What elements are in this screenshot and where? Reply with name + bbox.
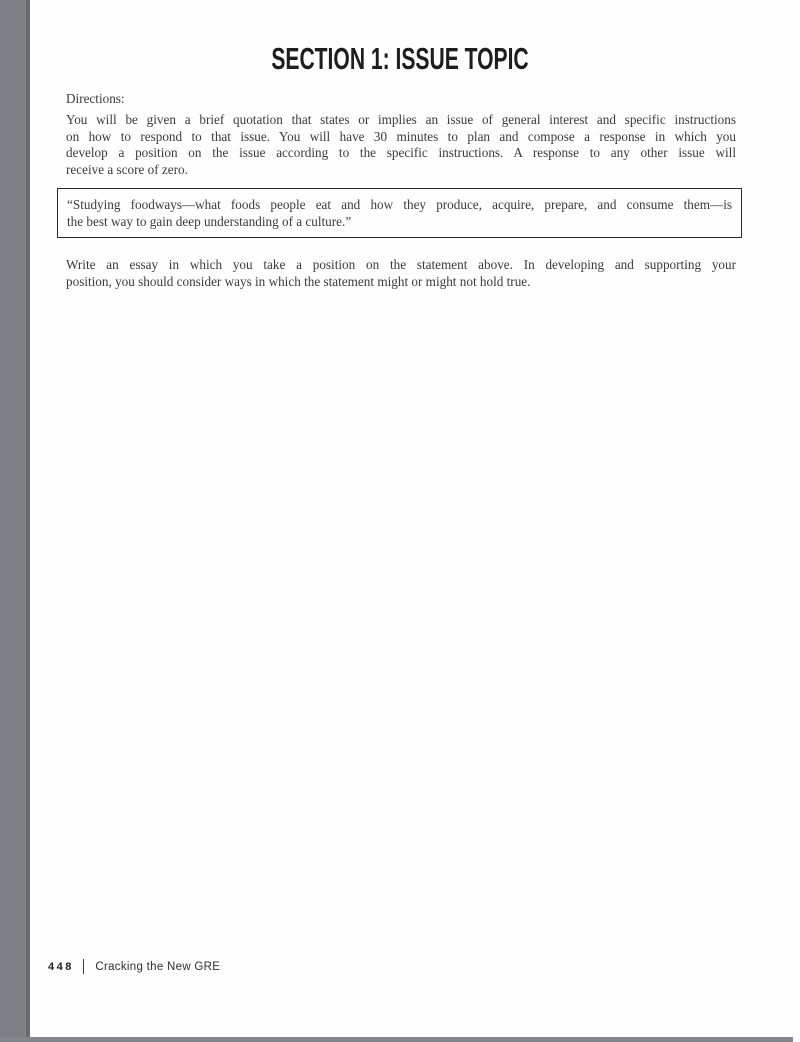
footer-divider: [83, 959, 85, 974]
directions-label: Directions:: [66, 91, 125, 106]
issue-quote-box: [57, 188, 742, 238]
paragraph-line: position, you should consider ways in which the statement might or might not hold true.: [66, 273, 531, 289]
paragraph-line: Write an essay in which you take a position on the statement above. In developing and supporting your: [66, 257, 736, 272]
paragraph-line: develop a position on the issue according to the specific instructions. A response to any other issue will: [66, 145, 736, 160]
quote-line: “Studying foodways—what foods people eat and how they produce, acquire, prepare, and consume them—is: [67, 197, 732, 212]
paragraph-line: on how to respond to that issue. You will have 30 minutes to plan and compose a response in which you: [66, 128, 736, 144]
page-footer: [48, 959, 220, 974]
paragraph-line: receive a score of zero.: [66, 161, 188, 177]
page-number: 448: [48, 960, 74, 973]
directions-paragraph: [66, 112, 736, 178]
paragraph-line: You will be given a brief quotation that states or implies an issue of general interest and specific instructions: [66, 112, 736, 127]
quote-line: the best way to gain deep understanding of a culture.”: [67, 213, 352, 229]
book-title: Cracking the New GRE: [95, 960, 221, 973]
page-title: SECTION 1: ISSUE TOPIC: [271, 40, 529, 76]
task-paragraph: [66, 257, 736, 290]
page-left-rail: [0, 0, 30, 1042]
page-bottom-edge: [0, 1037, 793, 1042]
